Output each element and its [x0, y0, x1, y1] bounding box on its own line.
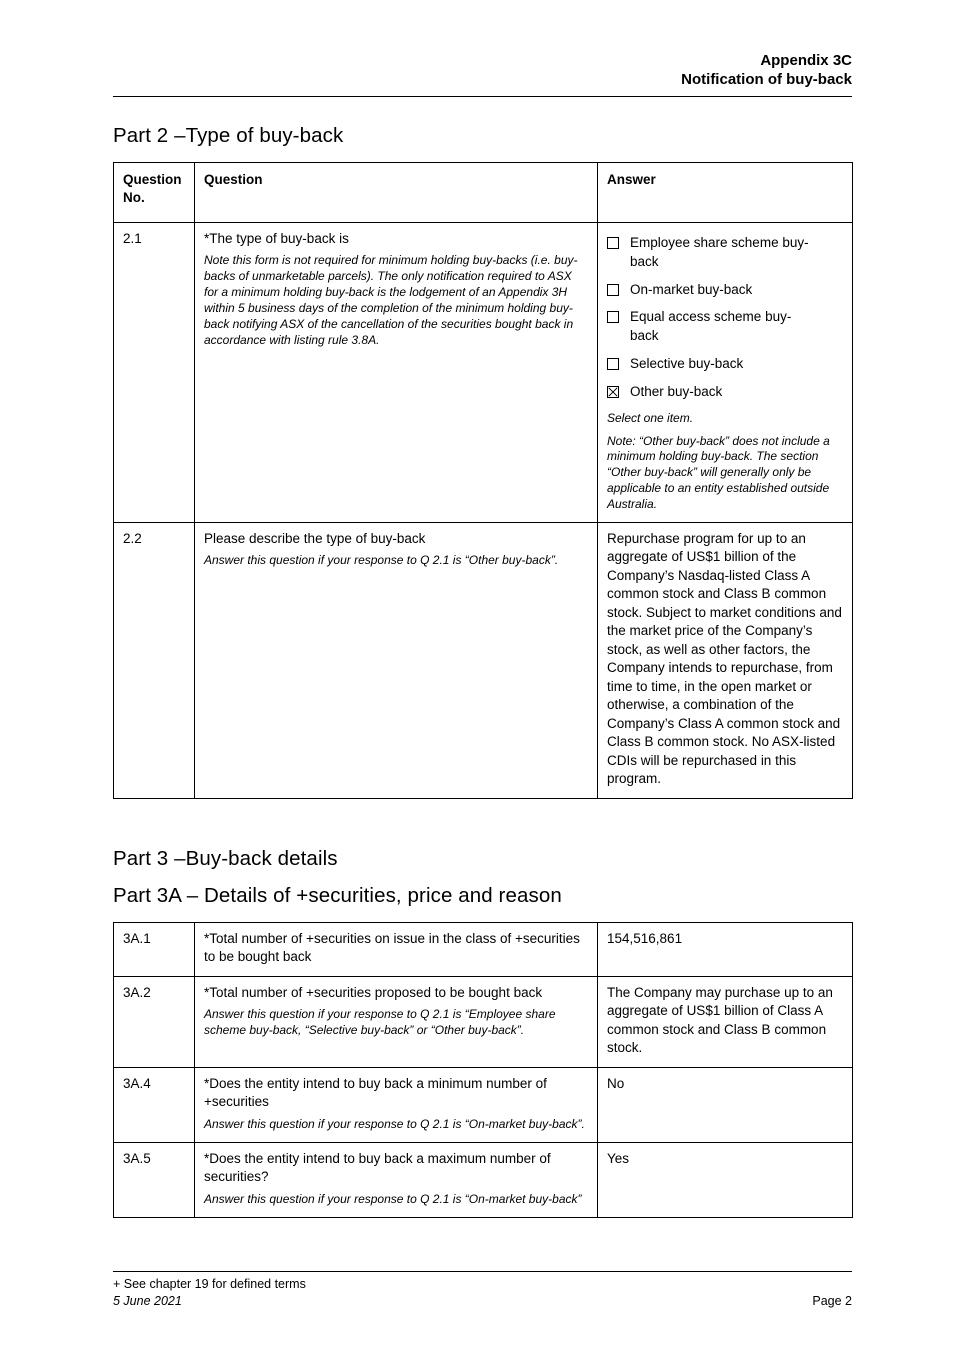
other-buyback-note: Note: “Other buy-back” does not include a minimum holding buy-back. The section “Other buy-back” will generally only be applicable to an entity established outside Australia. [607, 433, 830, 511]
table-row-2-2 [114, 522, 853, 798]
table-row-2-1 [114, 222, 853, 522]
option-on-market[interactable] [607, 281, 843, 300]
question-no: 3A.2 [114, 976, 195, 1067]
question-note: Answer this question if your response to Q 2.1 is “Other buy-back”. [204, 553, 559, 568]
header-question: Question [195, 162, 598, 222]
defined-terms-note: + See chapter 19 for defined terms [113, 1277, 306, 1291]
checkbox-checked-icon[interactable] [607, 386, 619, 398]
option-label: Employee share scheme buy-back [630, 234, 809, 269]
option-label: Equal access scheme buy-back [630, 309, 792, 344]
footer-date: 5 June 2021 [113, 1293, 182, 1308]
question-no: 3A.5 [114, 1142, 195, 1217]
option-other[interactable] [607, 383, 843, 402]
question-text: *Total number of +securities on issue in the class of +securities to be bought back [204, 930, 580, 965]
question-text: *Does the entity intend to buy back a minimum number of +securities [204, 1075, 547, 1110]
option-label: Selective buy-back [630, 356, 744, 372]
answer-text: 154,516,861 [607, 930, 683, 946]
select-one-note: Select one item. [607, 410, 694, 425]
part3-heading: Part 3 –Buy-back details [113, 846, 338, 870]
table-row-3a-2 [114, 976, 853, 1067]
page-number: Page 2 [812, 1293, 852, 1308]
question-no: 3A.4 [114, 1067, 195, 1142]
question-no: 2.2 [114, 522, 195, 798]
header-answer: Answer [598, 162, 853, 222]
option-employee-share-scheme[interactable] [607, 234, 843, 272]
page-footer [113, 1271, 852, 1310]
question-no: 2.1 [114, 222, 195, 522]
table-row-3a-4 [114, 1067, 853, 1142]
appendix-title: Appendix 3C [760, 52, 852, 69]
table-header-row [114, 162, 853, 222]
question-note: Answer this question if your response to Q 2.1 is “On-market buy-back”. [204, 1116, 585, 1131]
checkbox-unchecked-icon[interactable] [607, 237, 619, 249]
answer-text: Yes [607, 1150, 630, 1166]
checkbox-unchecked-icon[interactable] [607, 358, 619, 370]
option-selective[interactable] [607, 355, 843, 374]
question-text: *Does the entity intend to buy back a maximum number of securities? [204, 1150, 551, 1185]
part3a-heading: Part 3A – Details of +securities, price and reason [113, 883, 562, 907]
part2-heading: Part 2 –Type of buy-back [113, 123, 344, 147]
question-text: *The type of buy-back is [204, 230, 349, 246]
header-question-no: Question No. [114, 162, 195, 222]
question-note: Answer this question if your response to Q 2.1 is “Employee share scheme buy-back, “Selective buy-back” or “Other buy-back”. [204, 1007, 556, 1038]
form-title: Notification of buy-back [681, 70, 852, 88]
answer-text: No [607, 1075, 625, 1091]
question-text: *Total number of +securities proposed to be bought back [204, 984, 543, 1000]
part2-table [113, 162, 853, 799]
answer-text: Repurchase program for up to an aggregate of US$1 billion of the Company’s Nasdaq-listed Class A common stock and Class B common stock. Subject to market conditions and the market price of the Company’s stock, as well as other factors, the Company intends to repurchase, from time to time, in the open market or otherwise, a combination of the Company’s Class A common stock and Class B common stock. No ASX-listed CDIs will be repurchased in this program. [607, 530, 842, 787]
table-row-3a-1 [114, 922, 853, 976]
checkbox-unchecked-icon[interactable] [607, 284, 619, 296]
option-label: On-market buy-back [630, 281, 753, 297]
question-note: Answer this question if your response to Q 2.1 is “On-market buy-back” [204, 1192, 582, 1207]
answer-text: The Company may purchase up to an aggregate of US$1 billion of Class A common stock and Class B common stock. [607, 984, 833, 1056]
question-no: 3A.1 [114, 922, 195, 976]
table-row-3a-5 [114, 1142, 853, 1217]
option-equal-access[interactable] [607, 308, 843, 346]
part3a-table [113, 922, 853, 1218]
question-text: Please describe the type of buy-back [204, 530, 426, 546]
page-header [113, 52, 852, 97]
checkbox-unchecked-icon[interactable] [607, 311, 619, 323]
option-label: Other buy-back [630, 384, 723, 400]
question-note: Note this form is not required for minimum holding buy-backs (i.e. buy-backs of unmarketable parcels). The only notification required to ASX for a minimum holding buy-back is the lodgement of an Appendix 3H within 5 business days of the completion of the minimum holding buy-back notifying ASX of the cancellation of the securities bought back in accordance with listing rule 3.8A. [204, 253, 578, 347]
